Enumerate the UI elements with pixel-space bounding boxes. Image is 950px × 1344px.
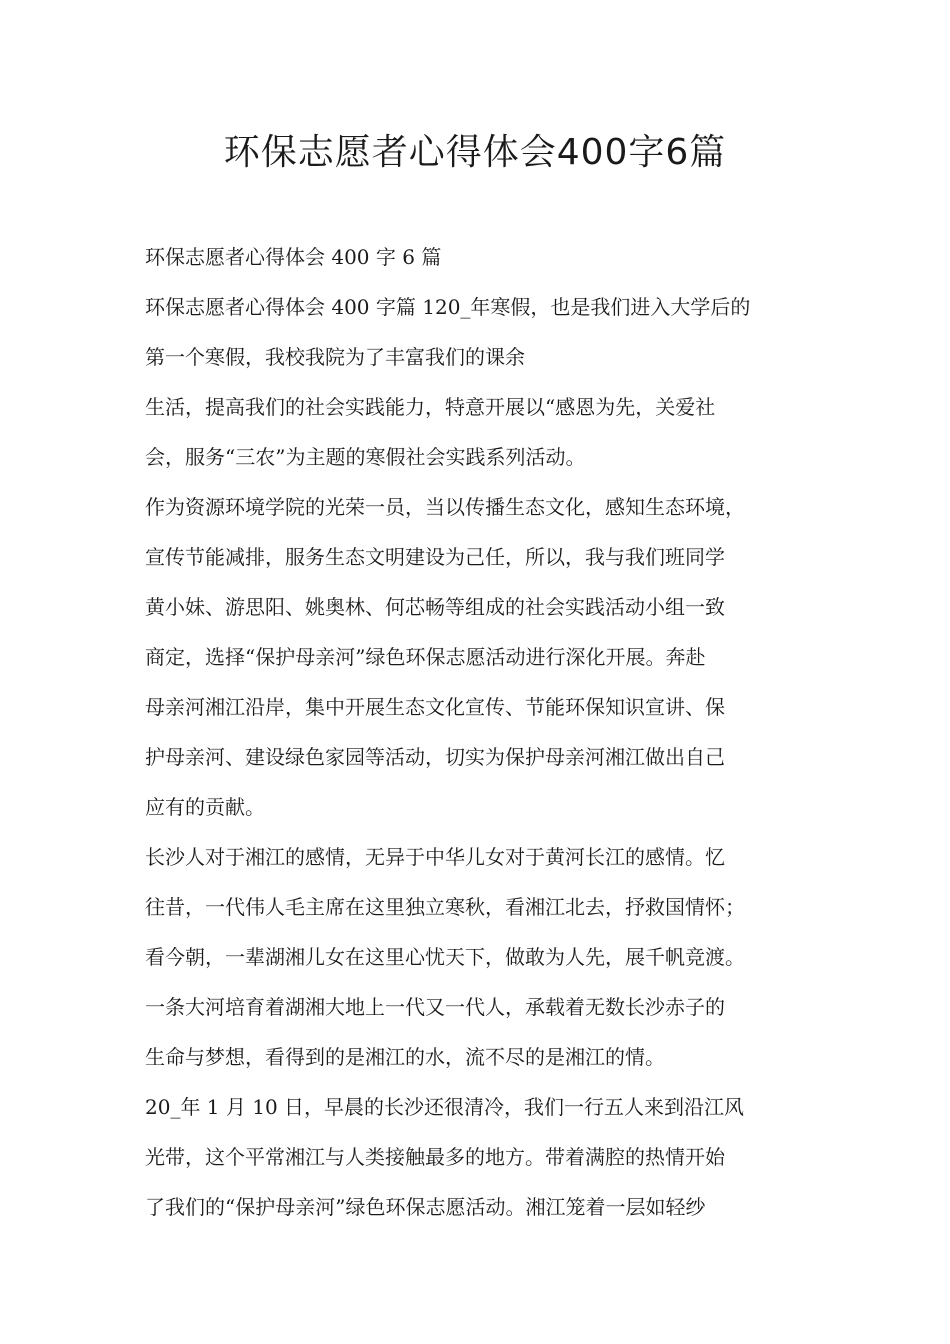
document-body	[145, 232, 835, 1232]
body-line: 黄小妹、游思阳、姚奥林、何芯畅等组成的社会实践活动小组一致	[145, 595, 725, 619]
body-line: 宣传节能减排，服务生态文明建设为己任，所以，我与我们班同学	[145, 545, 725, 569]
body-line: 一条大河培育着湖湘大地上一代又一代人，承载着无数长沙赤子的	[145, 995, 725, 1019]
body-line: 往昔，一代伟人毛主席在这里独立寒秋，看湘江北去，抒救国情怀；	[145, 895, 745, 919]
body-line: 商定，选择“保护母亲河”绿色环保志愿活动进行深化开展。奔赴	[145, 645, 706, 669]
body-line: 生活，提高我们的社会实践能力，特意开展以“感恩为先，关爱社	[145, 395, 716, 419]
body-line: 看今朝，一辈湖湘儿女在这里心忧天下，做敢为人先，展千帆竞渡。	[145, 945, 745, 969]
body-line: 了我们的“保护母亲河”绿色环保志愿活动。湘江笼着一层如轻纱	[145, 1195, 706, 1219]
body-line: 20_年 1 月 10 日，早晨的长沙还很清冷，我们一行五人来到沿江风	[145, 1095, 745, 1119]
body-line: 作为资源环境学院的光荣一员，当以传播生态文化，感知生态环境，	[145, 495, 745, 519]
body-line: 光带，这个平常湘江与人类接触最多的地方。带着满腔的热情开始	[145, 1145, 725, 1169]
body-line: 长沙人对于湘江的感情，无异于中华儿女对于黄河长江的感情。忆	[145, 845, 725, 869]
body-line: 护母亲河、建设绿色家园等活动，切实为保护母亲河湘江做出自己	[145, 745, 725, 769]
document-title: 环保志愿者心得体会400字6篇	[223, 132, 727, 173]
body-line: 环保志愿者心得体会 400 字 6 篇	[145, 245, 442, 269]
body-line: 会，服务“三农”为主题的寒假社会实践系列活动。	[145, 445, 586, 469]
body-line: 应有的贡献。	[145, 795, 265, 819]
body-line: 母亲河湘江沿岸，集中开展生态文化宣传、节能环保知识宣讲、保	[145, 695, 725, 719]
body-line: 环保志愿者心得体会 400 字篇 120_年寒假，也是我们进入大学后的	[145, 295, 751, 319]
body-line: 第一个寒假，我校我院为了丰富我们的课余	[145, 345, 525, 369]
body-line: 生命与梦想，看得到的是湘江的水，流不尽的是湘江的情。	[145, 1045, 665, 1069]
